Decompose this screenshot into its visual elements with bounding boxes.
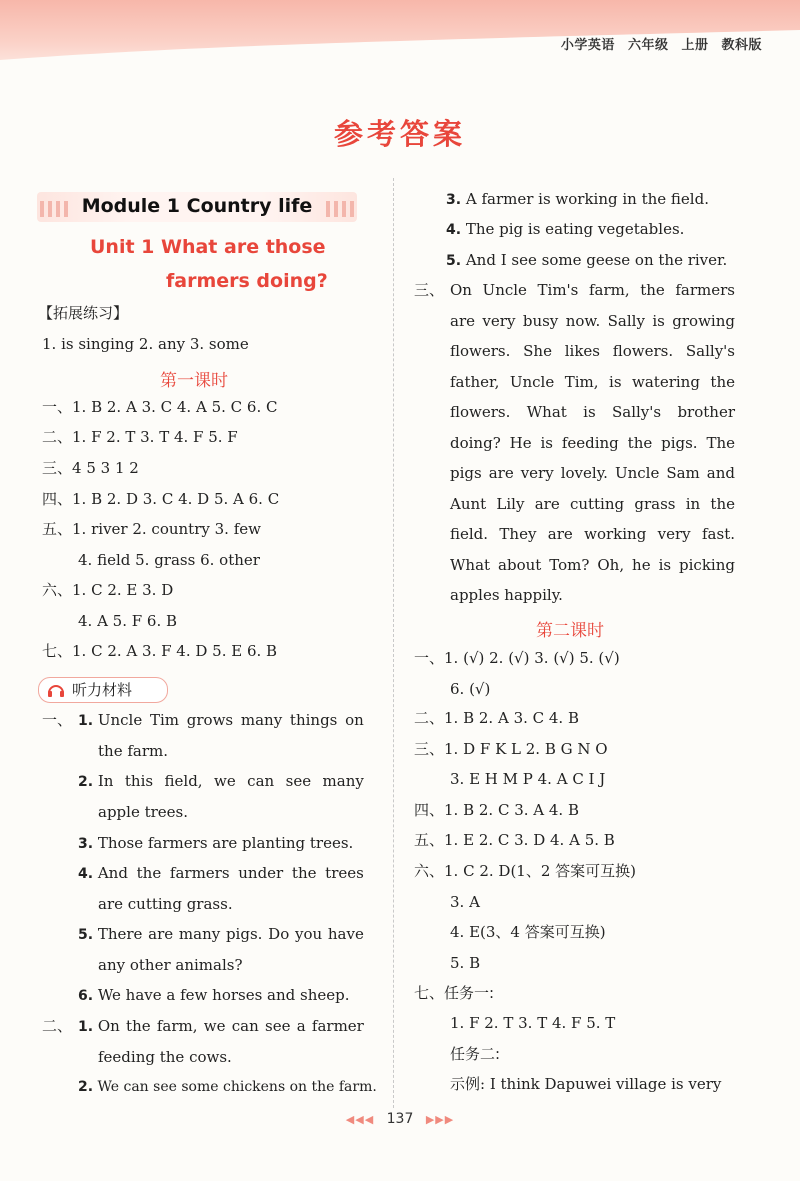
- answer-row: 一、1. (√) 2. (√) 3. (√) 5. (√): [414, 649, 620, 667]
- question-marker: 二、: [42, 1017, 73, 1035]
- answer-row: [42, 427, 238, 447]
- answer-text-continued: 6. (√): [450, 680, 491, 698]
- unit-title-line1: Unit 1 What are those: [90, 236, 326, 258]
- answer-text-continued: 4. field 5. grass 6. other: [78, 551, 260, 569]
- answer-text: 4 5 3 1 2: [72, 459, 139, 477]
- task-label: 任务二:: [450, 1045, 501, 1063]
- answer-text-continued: 3. E H M P 4. A C I J: [450, 770, 606, 788]
- question-marker: 四、: [42, 490, 73, 508]
- list-item: 1. On the farm, we can see a farmer: [78, 1017, 364, 1035]
- column-divider: [393, 178, 394, 1108]
- left-arrows-icon: ◀◀◀: [345, 1113, 375, 1126]
- passage-line: flowers. She likes flowers. Sally's: [450, 342, 735, 360]
- answer-row: [42, 641, 277, 661]
- list-item: 5. And I see some geese on the river.: [446, 251, 728, 269]
- answer-text: 1. F 2. T 3. T 4. F 5. F: [72, 428, 238, 446]
- list-item: 3. Those farmers are planting trees.: [78, 834, 354, 852]
- passage-line: flowers. What is Sally's brother: [450, 403, 735, 421]
- answer-text: 1. B 2. A 3. C 4. A 5. C 6. C: [72, 398, 278, 416]
- answer-row: 二、1. B 2. A 3. C 4. B: [414, 709, 579, 727]
- list-item: 3. A farmer is working in the field.: [446, 190, 709, 208]
- list-item-continued: any other animals?: [98, 956, 243, 974]
- question-marker: 一、: [42, 711, 73, 729]
- answer-text: 1. C 2. A 3. F 4. D 5. E 6. B: [72, 642, 278, 660]
- answer-text-continued: 4. E(3、4 答案可互换): [450, 923, 606, 941]
- list-item-continued: are cutting grass.: [98, 895, 233, 913]
- list-item: 2. In this field, we can see many: [78, 772, 364, 790]
- list-item-continued: apple trees.: [98, 803, 189, 821]
- passage-line: Aunt Lily are cutting grass in the: [450, 495, 735, 513]
- question-marker: 三、: [42, 459, 73, 477]
- answer-text: 1. C 2. E 3. D: [72, 581, 174, 599]
- answer-text: 1. river 2. country 3. few: [72, 520, 261, 538]
- passage-line: father, Uncle Tim, is watering the: [450, 373, 735, 391]
- question-marker: 五、: [42, 520, 73, 538]
- answer-row: [42, 397, 277, 417]
- answer-row: 七、任务一:: [414, 984, 495, 1002]
- extension-heading: 【拓展练习】: [38, 304, 129, 322]
- answer-row: [42, 519, 261, 539]
- book-info-label: 小学英语 六年级 上册 教科版: [560, 38, 762, 53]
- question-marker: 六、: [42, 581, 73, 599]
- passage-line: pigs are very lovely. Uncle Sam and: [450, 464, 735, 482]
- answer-text-continued: 1. F 2. T 3. T 4. F 5. T: [450, 1014, 616, 1032]
- answer-text-continued: 5. B: [450, 954, 481, 972]
- answer-row: 四、1. B 2. C 3. A 4. B: [414, 801, 579, 819]
- answer-row: 五、1. E 2. C 3. D 4. A 5. B: [414, 831, 615, 849]
- list-item: 5. There are many pigs. Do you have: [78, 925, 364, 943]
- list-item: 2. We can see some chickens on the farm.: [78, 1079, 377, 1095]
- answer-text-continued: 4. A 5. F 6. B: [78, 612, 178, 630]
- answer-row: [42, 489, 279, 509]
- passage-line: field. They are working very fast.: [450, 525, 735, 543]
- right-arrows-icon: ▶▶▶: [425, 1113, 455, 1126]
- passage-line: What about Tom? Oh, he is picking: [450, 556, 735, 574]
- example-text: 示例: I think Dapuwei village is very: [450, 1075, 722, 1093]
- answer-text-continued: 3. A: [450, 893, 480, 911]
- list-item-continued: the farm.: [98, 742, 168, 760]
- passage-line: apples happily.: [450, 586, 563, 604]
- extension-answers: 1. is singing 2. any 3. some: [42, 335, 249, 353]
- list-item-continued: feeding the cows.: [98, 1048, 232, 1066]
- list-item: 1. Uncle Tim grows many things on: [78, 711, 364, 729]
- answer-row: [42, 458, 139, 478]
- headphones-icon: [47, 682, 65, 698]
- question-marker: 三、: [414, 281, 445, 299]
- page-footer: [0, 1111, 800, 1127]
- list-item: 4. And the farmers under the trees: [78, 864, 364, 882]
- passage-line: are very busy now. Sally is growing: [450, 312, 735, 330]
- answer-text: 1. B 2. D 3. C 4. D 5. A 6. C: [72, 490, 280, 508]
- listening-label: 听力材料: [72, 681, 133, 699]
- lesson2-heading: 第二课时: [536, 621, 604, 641]
- passage-line: On Uncle Tim's farm, the farmers: [450, 281, 735, 299]
- question-marker: 一、: [42, 398, 73, 416]
- answer-row: [42, 580, 173, 600]
- list-item: 4. The pig is eating vegetables.: [446, 220, 685, 238]
- unit-title-line2: farmers doing?: [166, 270, 328, 292]
- page-number: 137: [386, 1111, 414, 1127]
- question-marker: 七、: [42, 642, 73, 660]
- list-item: 6. We have a few horses and sheep.: [78, 986, 350, 1004]
- answer-row: 三、1. D F K L 2. B G N O: [414, 740, 608, 758]
- lesson1-heading: 第一课时: [160, 371, 228, 391]
- passage-line: doing? He is feeding the pigs. The: [450, 434, 735, 452]
- module-title: Module 1 Country life: [81, 195, 313, 217]
- question-marker: 二、: [42, 428, 73, 446]
- answer-row: 六、1. C 2. D(1、2 答案可互换): [414, 862, 637, 880]
- page-title: 参考答案: [333, 117, 466, 151]
